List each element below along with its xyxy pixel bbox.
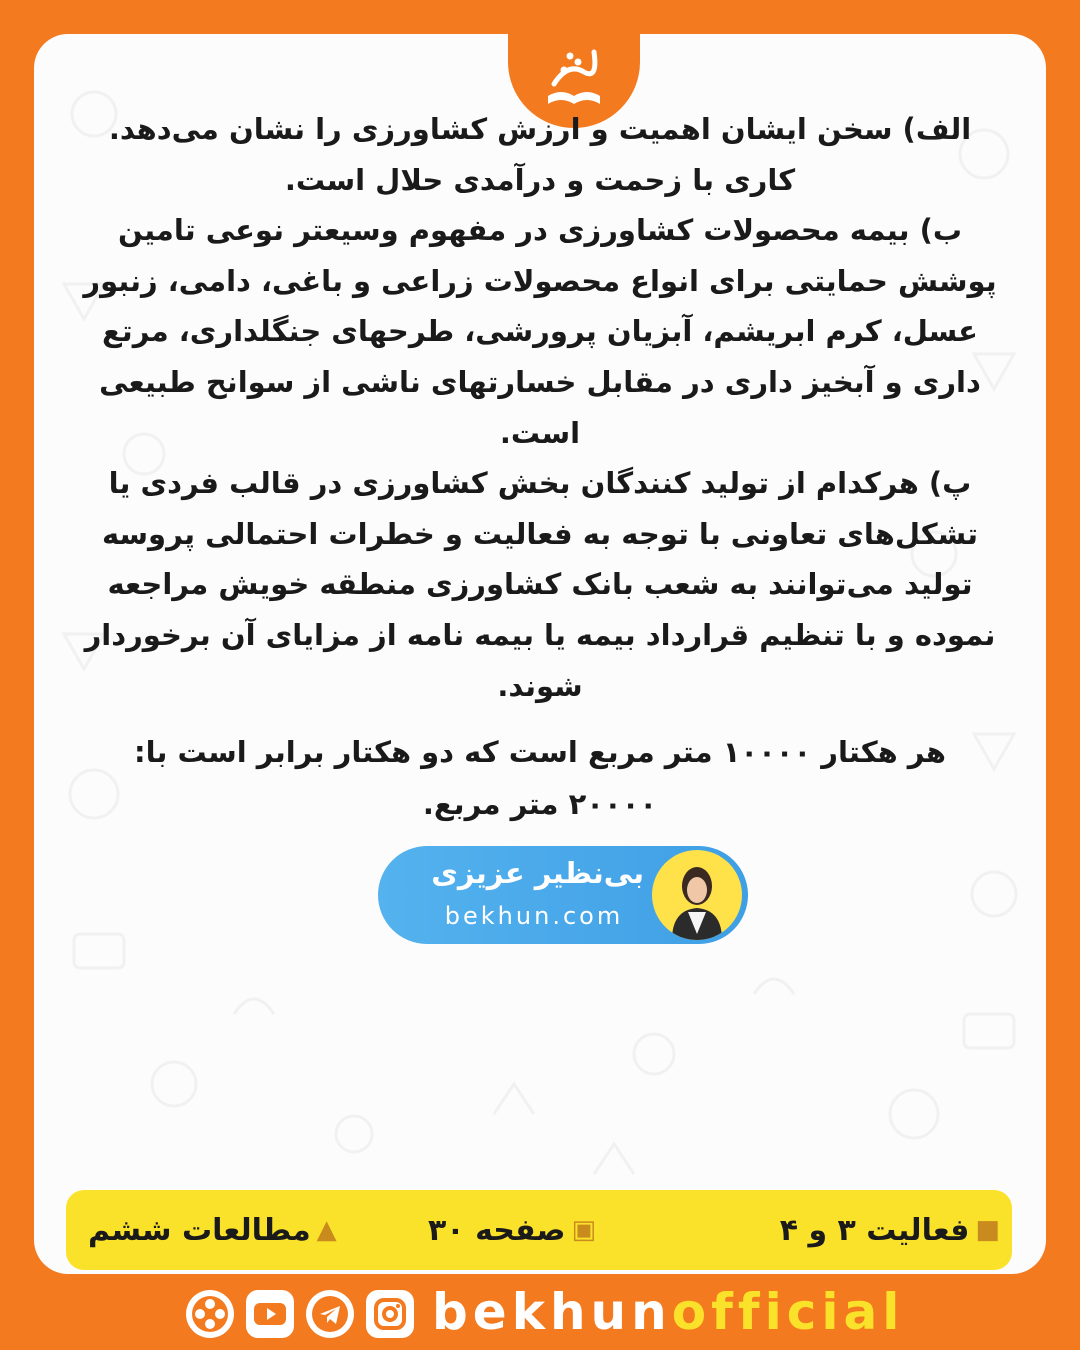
footer-info-bar — [66, 1190, 1012, 1270]
brand-handle-accent: official — [671, 1283, 905, 1341]
footer-subject — [88, 1208, 337, 1252]
graduation-cap-icon: ▲ — [316, 1215, 337, 1245]
author-website: bekhun.com — [444, 902, 624, 930]
footer-activity-label: فعالیت ۳ و ۴ — [779, 1212, 970, 1248]
brand-handle-main: bekhun — [432, 1283, 672, 1341]
footer-subject-label: مطالعات ششم — [88, 1212, 311, 1248]
paragraph-be: ب) بیمه محصولات کشاورزی در مفهوم وسیعتر نوعی تامین پوشش حمایتی برای انواع محصولات زراعی و باغی، دامی، زنبور عسل، کرم ابریشم، آبزیان پرورشی، طرحهای جنگلداری، مرتع داری و آبخیز داری در مقابل خسارتهای ناشی از سوانح طبیعی است. — [83, 213, 997, 450]
footer-activity — [780, 1208, 1000, 1252]
social-bar — [0, 1280, 1080, 1344]
footer-page-label: صفحه ۳۰ — [428, 1212, 566, 1248]
author-badge — [378, 846, 748, 944]
footer-page — [428, 1208, 596, 1252]
author-name: بی‌نظیر عزیزی — [431, 856, 644, 890]
answer-line-2: ۲۰۰۰۰ متر مربع. — [422, 787, 658, 821]
answer-line-1: هر هکتار ۱۰۰۰۰ متر مربع است که دو هکتار برابر است با: — [134, 735, 946, 769]
answer-block — [120, 726, 960, 830]
body-text — [70, 104, 1010, 711]
avatar-figure-icon — [652, 850, 742, 940]
brand-handle — [432, 1280, 904, 1344]
author-avatar — [652, 850, 742, 940]
youtube-icon[interactable] — [246, 1290, 294, 1338]
aparat-icon[interactable] — [186, 1290, 234, 1338]
paragraph-pe: پ) هرکدام از تولید کنندگان بخش کشاورزی در قالب فردی یا تشکل‌های تعاونی با توجه به فعالیت و خطرات احتمالی پروسه تولید می‌توانند به شعب بانک کشاورزی منطقه خویش مراجعه نموده و با تنظیم قرارداد بیمه یا بیمه نامه از مزایای آن برخوردار شوند. — [84, 466, 996, 703]
telegram-icon[interactable] — [306, 1290, 354, 1338]
paragraph-alef: الف) سخن ایشان اهمیت و ارزش کشاورزی را نشان می‌دهد. کاری با زحمت و درآمدی حلال است. — [108, 112, 972, 197]
open-book-icon: ▣ — [571, 1215, 597, 1245]
teacher-icon: ■ — [975, 1215, 1000, 1245]
instagram-icon[interactable] — [366, 1290, 414, 1338]
